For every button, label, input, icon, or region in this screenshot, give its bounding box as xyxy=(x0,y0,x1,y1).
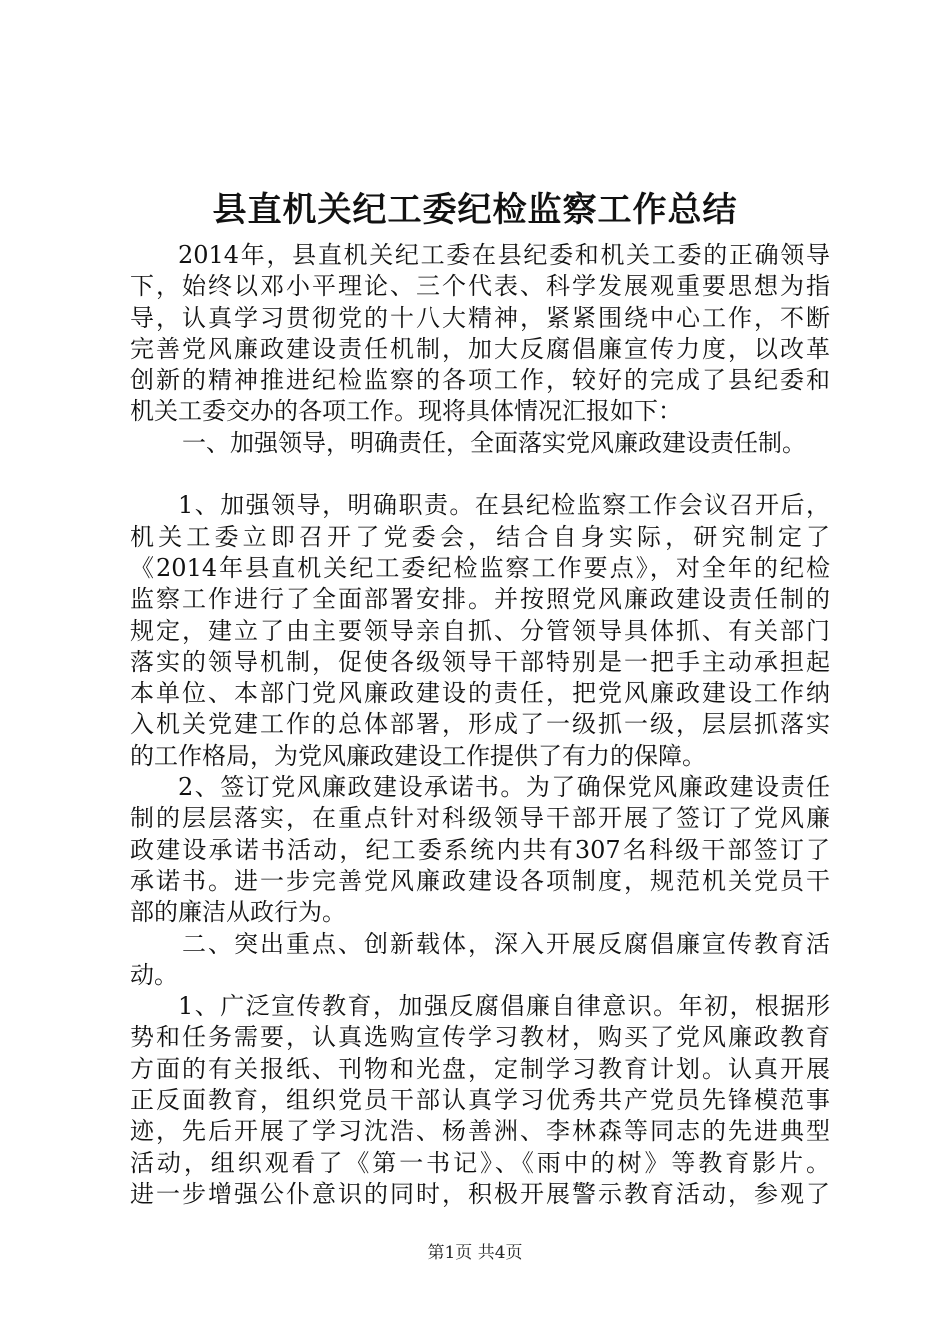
body-line: 正反面教育，组织党员干部认真学习优秀共产党员先锋模范事 xyxy=(130,1086,830,1115)
body-line: 进一步增强公仆意识的同时，积极开展警示教育活动，参观了 xyxy=(130,1179,830,1208)
body-line: 创新的精神推进纪检监察的各项工作，较好的完成了县纪委和 xyxy=(130,366,830,395)
body-line: 导，认真学习贯彻党的十八大精神，紧紧围绕中心工作，不断 xyxy=(130,303,830,332)
body-line: 势和任务需要，认真选购宣传学习教材，购买了党风廉政教育 xyxy=(130,1023,830,1052)
section-heading: 二、突出重点、创新载体，深入开展反腐倡廉宣传教育活 xyxy=(182,929,830,958)
body-line: 规定，建立了由主要领导亲自抓、分管领导具体抓、有关部门 xyxy=(130,616,830,645)
blank-line xyxy=(130,459,830,490)
body-line: 下，始终以邓小平理论、三个代表、科学发展观重要思想为指 xyxy=(130,272,830,301)
body-line: 承诺书。进一步完善党风廉政建设各项制度，规范机关党员干 xyxy=(130,866,830,895)
document-title: 县直机关纪工委纪检监察工作总结 xyxy=(212,190,738,230)
document-body xyxy=(130,240,830,1210)
body-line: 本单位、本部门党风廉政建设的责任，把党风廉政建设工作纳 xyxy=(130,679,830,708)
body-line: 活动，组织观看了《第一书记》、《雨中的树》等教育影片。 xyxy=(130,1148,830,1177)
body-line: 政建设承诺书活动，纪工委系统内共有307名科级干部签订了 xyxy=(130,835,830,864)
section-heading: 一、加强领导，明确责任，全面落实党风廉政建设责任制。 xyxy=(182,428,806,457)
body-line: 完善党风廉政建设责任机制，加大反腐倡廉宣传力度，以改革 xyxy=(130,334,830,363)
body-line: 1、加强领导，明确职责。在县纪检监察工作会议召开后， xyxy=(178,491,830,520)
body-line: 部的廉洁从政行为。 xyxy=(130,898,346,927)
body-line: 的工作格局，为党风廉政建设工作提供了有力的保障。 xyxy=(130,741,706,770)
body-line: 入机关党建工作的总体部署，形成了一级抓一级，层层抓落实 xyxy=(130,710,830,739)
body-line: 2、签订党风廉政建设承诺书。为了确保党风廉政建设责任 xyxy=(178,773,830,802)
section-heading-cont: 动。 xyxy=(130,960,178,989)
body-line: 2014年，县直机关纪工委在县纪委和机关工委的正确领导 xyxy=(178,241,830,269)
body-line: 方面的有关报纸、刊物和光盘，定制学习教育计划。认真开展 xyxy=(130,1054,830,1083)
body-line: 制的层层落实，在重点针对科级领导干部开展了签订了党风廉 xyxy=(130,804,830,833)
body-line: 《2014年县直机关纪工委纪检监察工作要点》，对全年的纪检 xyxy=(130,553,830,582)
page-number-footer: 第1页 共4页 xyxy=(427,1243,523,1263)
body-line: 机关工委交办的各项工作。现将具体情况汇报如下： xyxy=(130,397,682,426)
body-line: 落实的领导机制，促使各级领导干部特别是一把手主动承担起 xyxy=(130,647,830,676)
body-line: 监察工作进行了全面部署安排。并按照党风廉政建设责任制的 xyxy=(130,585,830,614)
body-line: 迹，先后开展了学习沈浩、杨善洲、李林森等同志的先进典型 xyxy=(130,1117,830,1146)
body-line: 机关工委立即召开了党委会，结合自身实际，研究制定了 xyxy=(130,522,830,551)
body-line: 1、广泛宣传教育，加强反腐倡廉自律意识。年初，根据形 xyxy=(178,992,830,1021)
